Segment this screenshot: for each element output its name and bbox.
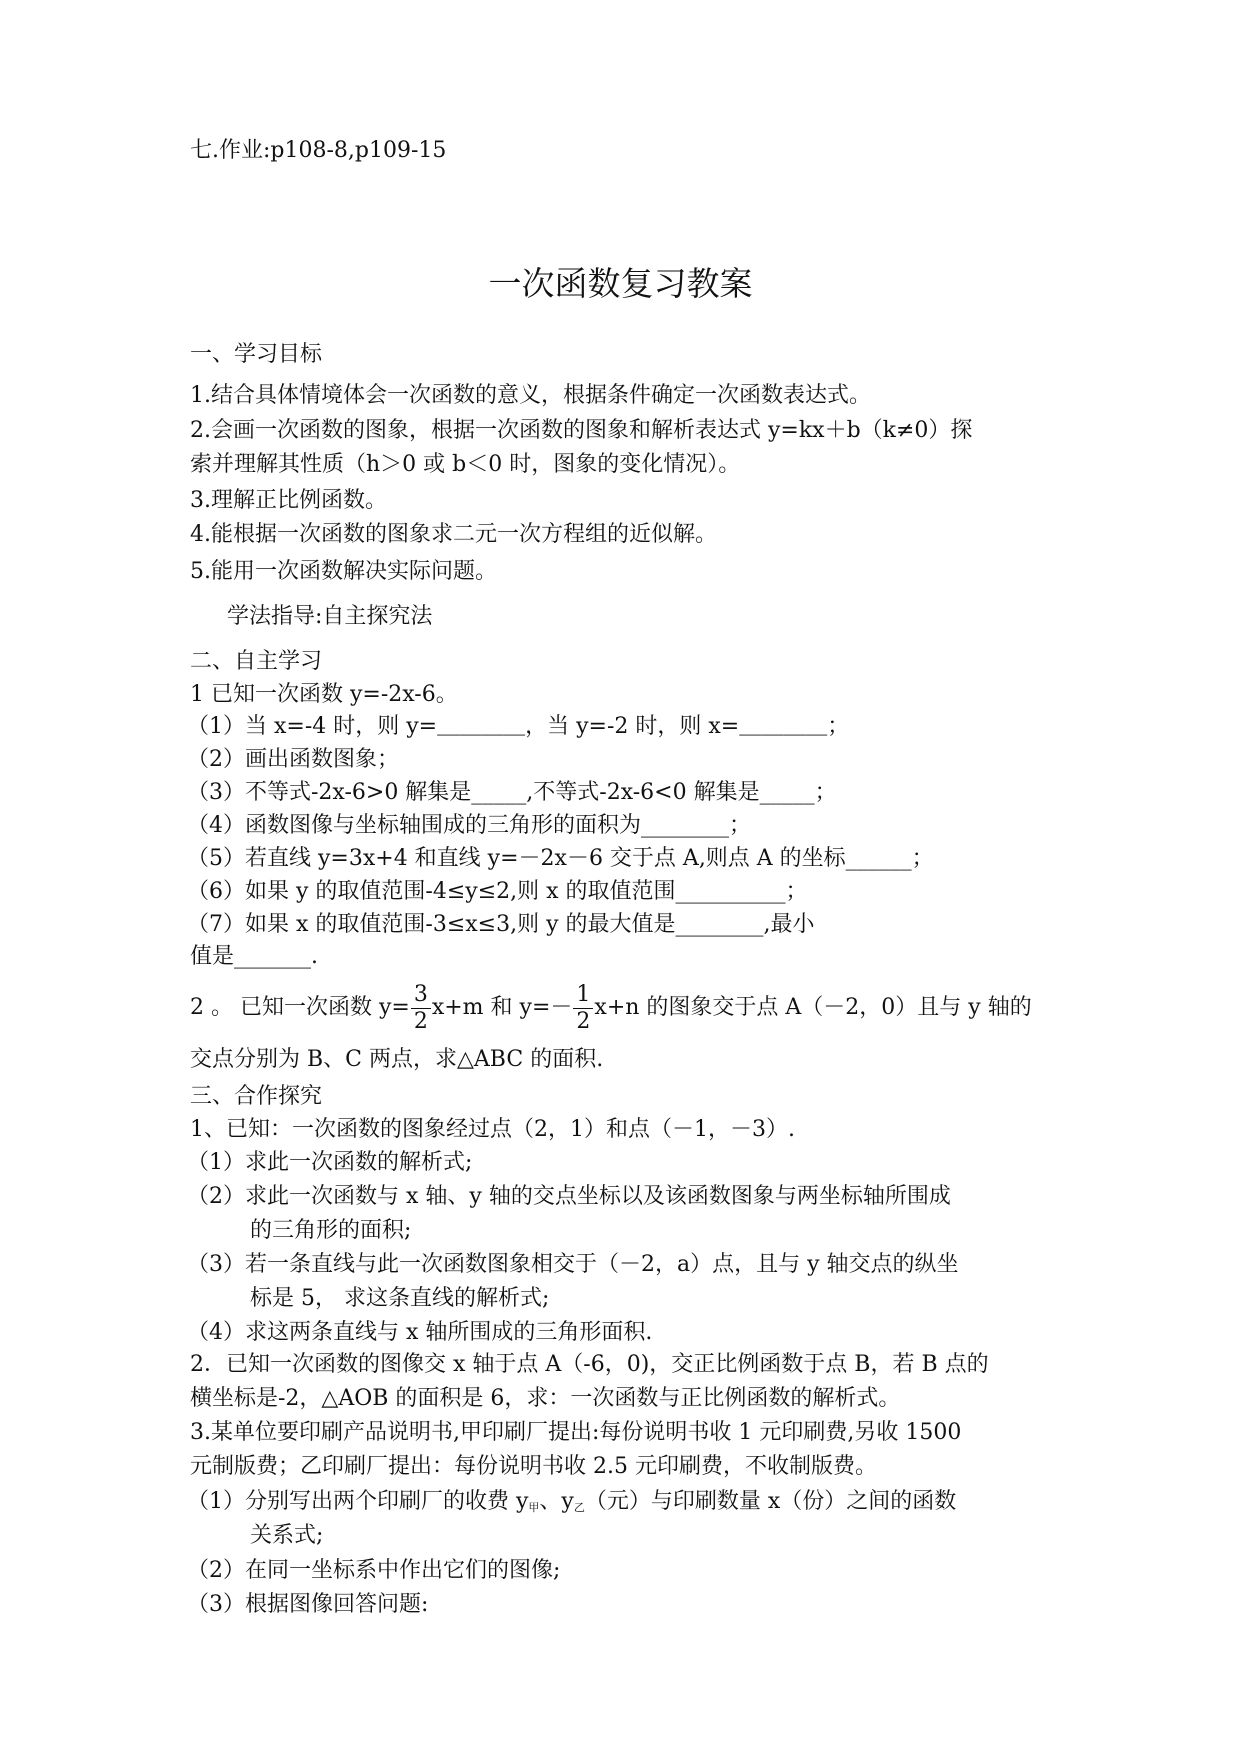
coop-question-3-part-1 (187, 1487, 956, 1523)
coop-question-1-part: （2）求此一次函数与 x 轴、y 轴的交点坐标以及该函数图象与两坐标轴所围成 (187, 1184, 951, 1209)
coop-question-1: 1、已知：一次函数的图象经过点（2，1）和点（－1，－3）. (190, 1117, 795, 1142)
section-heading-cooperative: 三、合作探究 (190, 1084, 323, 1109)
subscript-yi: 乙 (573, 1501, 585, 1514)
coop-question-3-part-1-continued: 关系式; (250, 1523, 324, 1548)
question-1-part: （4）函数图像与坐标轴围成的三角形的面积为________； (187, 813, 751, 838)
question-2-text-c: x+n 的图象交于点 A（－2，0）且与 y 轴的 (594, 995, 1032, 1020)
fraction-numerator: 3 (411, 982, 431, 1009)
coop-question-1-part: （4）求这两条直线与 x 轴所围成的三角形面积. (187, 1320, 653, 1345)
question-1-part: （6）如果 y 的取值范围-4≤y≤2,则 x 的取值范围__________； (187, 879, 808, 904)
goal-item: 2.会画一次函数的图象，根据一次函数的图象和解析表达式 y=kx＋b（k≠0）探 (190, 418, 973, 443)
coop-question-3: 3.某单位要印刷产品说明书,甲印刷厂提出:每份说明书收 1 元印刷费,另收 1500 (190, 1420, 962, 1445)
goal-item: 5.能用一次函数解决实际问题。 (190, 559, 497, 584)
question-1-part: （7）如果 x 的取值范围-3≤x≤3,则 y 的最大值是________,最小 (187, 912, 815, 937)
subscript-jia: 甲 (528, 1501, 540, 1514)
part-1-text-a: （1）分别写出两个印刷厂的收费 y (187, 1489, 529, 1514)
goal-item: 4.能根据一次函数的图象求二元一次方程组的近似解。 (190, 522, 717, 547)
fraction-numerator: 1 (573, 982, 593, 1009)
question-2-text-a: 2 。 已知一次函数 y= (190, 995, 410, 1020)
coop-question-1-part: （1）求此一次函数的解析式; (187, 1150, 473, 1175)
study-method: 学法指导:自主探究法 (227, 604, 433, 629)
coop-question-3-continued: 元制版费；乙印刷厂提出：每份说明书收 2.5 元印刷费，不收制版费。 (190, 1454, 877, 1479)
coop-question-2-continued: 横坐标是-2，△AOB 的面积是 6，求：一次函数与正比例函数的解析式。 (190, 1386, 901, 1411)
part-1-text-b: 、y (539, 1489, 574, 1514)
question-2-line-2: 交点分别为 B、C 两点，求△ABC 的面积. (190, 1047, 604, 1072)
question-1-part: （2）画出函数图象； (187, 747, 399, 772)
question-2-text-b: x+m 和 y=－ (431, 995, 573, 1020)
homework-line: 七.作业:p108-8,p109-15 (190, 138, 447, 163)
coop-question-1-part-continued: 的三角形的面积; (250, 1218, 412, 1243)
fraction-denominator: 2 (576, 1008, 591, 1034)
fraction-one-half (573, 982, 593, 1035)
goal-item: 1.结合具体情境体会一次函数的意义，根据条件确定一次函数表达式。 (190, 383, 871, 408)
fraction-three-halves (411, 982, 431, 1035)
question-1-part: （5）若直线 y=3x+4 和直线 y=－2x－6 交于点 A,则点 A 的坐标______； (187, 846, 934, 871)
coop-question-1-part-continued: 标是 5， 求这条直线的解析式; (250, 1286, 550, 1311)
coop-question-3-part: （2）在同一坐标系中作出它们的图像; (187, 1558, 561, 1583)
coop-question-2: 2．已知一次函数的图像交 x 轴于点 A（-6，0)，交正比例函数于点 B，若 B 点的 (190, 1352, 989, 1377)
coop-question-3-part: （3）根据图像回答问题: (187, 1592, 429, 1617)
question-1-part: （1）当 x=-4 时，则 y=＿＿＿＿，当 y=-2 时，则 x=＿＿＿＿； (187, 714, 850, 739)
coop-question-1-part: （3）若一条直线与此一次函数图象相交于（－2，a）点，且与 y 轴交点的纵坐 (187, 1252, 959, 1277)
goal-item-continued: 索并理解其性质（h＞0 或 b＜0 时，图象的变化情况）。 (190, 452, 741, 477)
question-2-line (190, 980, 1032, 1036)
page-title: 一次函数复习教案 (488, 264, 753, 303)
question-1-intro: 1 已知一次函数 y=-2x-6。 (190, 682, 458, 707)
goal-item: 3.理解正比例函数。 (190, 488, 387, 513)
question-1-part: （3）不等式-2x-6>0 解集是_____,不等式-2x-6<0 解集是_____； (187, 780, 837, 805)
section-heading-self-study: 二、自主学习 (190, 649, 323, 674)
question-1-tail: 值是_______. (190, 944, 318, 969)
fraction-denominator: 2 (413, 1008, 428, 1034)
part-1-text-c: （元）与印刷数量 x（份）之间的函数 (584, 1489, 957, 1514)
section-heading-goals: 一、学习目标 (190, 342, 323, 367)
